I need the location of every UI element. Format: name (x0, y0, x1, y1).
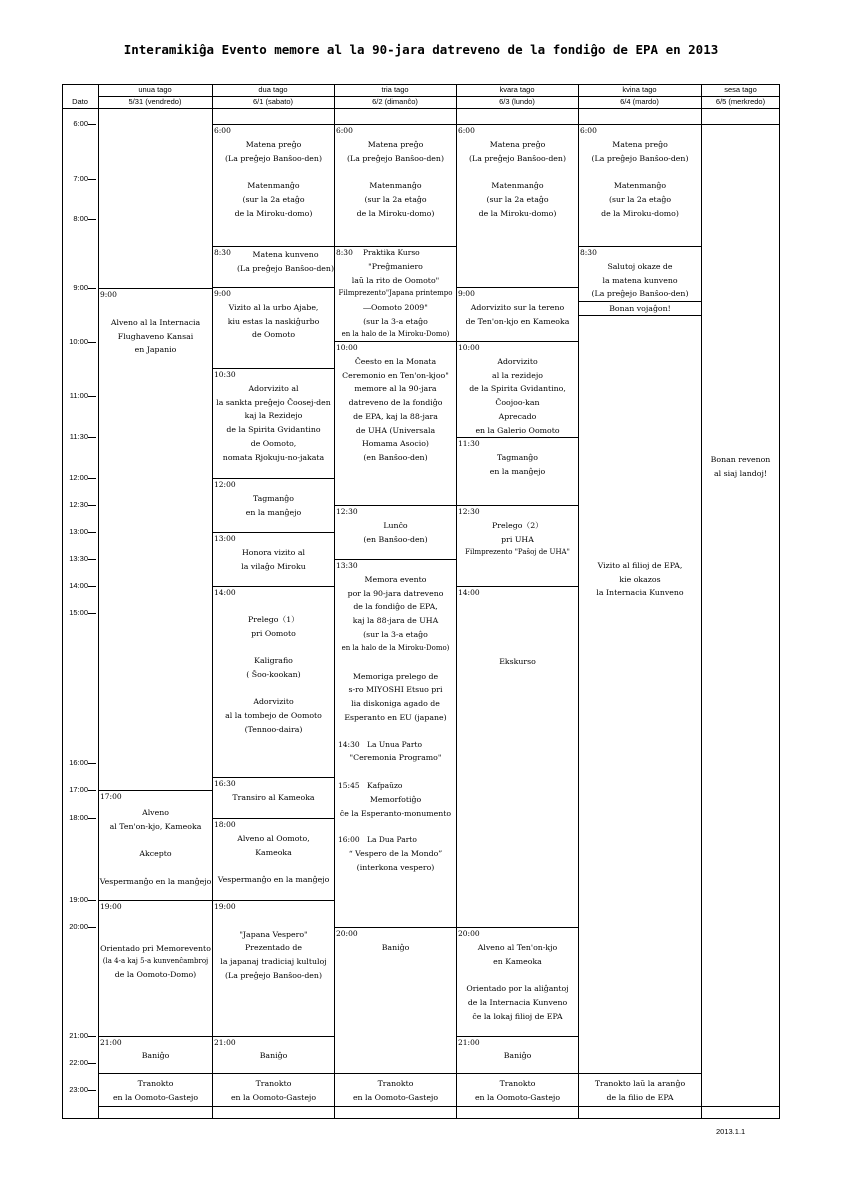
time-label: 12:30 (69, 500, 88, 509)
time-label: 19:00 (69, 895, 88, 904)
time-label: 22:00 (69, 1058, 88, 1067)
time-tick (88, 342, 96, 343)
time-label: 9:00 (73, 283, 88, 292)
time-label: 8:00 (73, 214, 88, 223)
day-2-name: dua tago (258, 85, 288, 94)
time-label: 18:00 (69, 813, 88, 822)
day-6-name: sesa tago (724, 85, 757, 94)
event-d5-morning: 6:00 Matena preĝo (La preĝejo Banŝoo-den) Matenmanĝo (sur la 2a etaĝo de la Miroku-domo) (578, 124, 702, 247)
time-tick (88, 586, 96, 587)
event-d5-visit-branches: Vizito al filioj de EPA, kie okazos la Internacia Kunveno (578, 315, 702, 1074)
event-d1-arrival-airport: 9:00 Alveno al la Internacia Flughaveno Kansai en Japanio (98, 288, 213, 791)
time-label: 21:00 (69, 1031, 88, 1040)
time-tick (88, 818, 96, 819)
event-d1-arrival-kameoka: 17:00 Alveno al Ten'on-kjo, Kameoka Akcepto Vespermanĝo en la manĝejo (98, 790, 213, 901)
event-d6-return: Bonan revenon al siaj landoj! (701, 124, 780, 1107)
time-tick (88, 179, 96, 180)
day-3-name: tria tago (381, 85, 409, 94)
event-d1-overnight: Tranokto en la Oomoto-Gastejo (98, 1073, 213, 1107)
day-4-name: kvara tago (499, 85, 535, 94)
time-label: 16:00 (69, 758, 88, 767)
time-label: 13:30 (69, 554, 88, 563)
time-tick (88, 559, 96, 560)
day-5-name: kvina tago (622, 85, 657, 94)
time-label: 20:00 (69, 922, 88, 931)
event-d2-visit-shrine: 10:30 Adorvizito al la sankta preĝejo Ĉoosej-den kaj la Rezidejo de la Spirita Gvidantino de Oomoto, nomata Rjokuju-no-jakata (212, 368, 335, 479)
time-tick (88, 763, 96, 764)
time-label: 6:00 (73, 119, 88, 128)
day-6-date: 6/5 (merkredo) (715, 97, 766, 106)
day-1-date: 5/31 (vendredo) (128, 97, 182, 106)
time-tick (88, 927, 96, 928)
time-tick (88, 1036, 96, 1037)
event-d1-bath: 21:00 Baniĝo (98, 1036, 213, 1074)
event-d2-bath: 21:00 Baniĝo (212, 1036, 335, 1074)
event-d3-morning: 6:00 Matena preĝo (La preĝejo Banŝoo-den) Matenmanĝo (sur la 2a etaĝo de la Miroku-domo) (334, 124, 457, 247)
event-d4-adorvizito-tereno: 9:00 Adorvizito sur la tereno de Ten'on-kjo en Kameoka (456, 287, 579, 342)
time-label: 17:00 (69, 785, 88, 794)
time-label: 12:00 (69, 473, 88, 482)
time-tick (88, 505, 96, 506)
event-d3-practical-course: 8:30 Praktika Kurso "Preĝmaniero laŭ la rito de Oomoto" Filmprezento"Japana printempo ―Oomoto 2009" (sur la 3-a etaĝo en la halo de la Miroku-Domo) (334, 246, 457, 342)
document-date: 2013.1.1 (716, 1127, 746, 1136)
event-d3-lunch: 12:30 Lunĉo (en Banŝoo-den) (334, 505, 457, 560)
event-d3-memorial: 13:30 Memora evento por la 90-jara datreveno de la fondiĝo de EPA, kaj la 88-jara de UHA (sur la 3-a etaĝo en la halo de la Miroku-Domo) Memoriga prelego de s-ro MIYOSHI Etsuo pri lia diskoniga agado de Esperanto en EU (japane) 14:30 La Unua Parto "Ceremonia Programo" 15:45 Kafpaŭzo Memorfotiĝo ĉe la Esperanto-monumento 16:00 La Dua Parto “ Vespero de la Mondo” (interkona vespero) (334, 559, 457, 928)
event-d2-transfer: 16:30 Transiro al Kameoka (212, 777, 335, 819)
time-label: 14:00 (69, 581, 88, 590)
event-d2-arrival-oomoto: 18:00 Alveno al Oomoto, Kameoka Vespermanĝo en la manĝejo (212, 818, 335, 901)
time-label: 15:00 (69, 608, 88, 617)
event-d4-lunch: 11:30 Tagmanĝo en la manĝejo (456, 437, 579, 506)
time-tick (88, 900, 96, 901)
time-tick (88, 478, 96, 479)
time-tick (88, 219, 96, 220)
event-d4-lecture-2: 12:30 Prelego（2） pri UHA Filmprezento "Paŝoj de UHA" (456, 505, 579, 587)
event-d3-overnight: Tranokto en la Oomoto-Gastejo (334, 1073, 457, 1107)
event-d2-miroku-village: 13:00 Honora vizito al la vilaĝo Miroku (212, 532, 335, 587)
event-d2-overnight: Tranokto en la Oomoto-Gastejo (212, 1073, 335, 1107)
event-d2-morning-meeting: 8:30 Matena kunveno (La preĝejo Banŝoo-den) (212, 246, 335, 288)
time-tick (88, 1063, 96, 1064)
time-tick (88, 613, 96, 614)
day-1-name: unua tago (138, 85, 172, 94)
time-label: 23:00 (69, 1085, 88, 1094)
date-label: Dato (72, 97, 88, 106)
event-d2-lunch: 12:00 Tagmanĝo en la manĝejo (212, 478, 335, 533)
time-label: 7:00 (73, 174, 88, 183)
time-label: 13:00 (69, 527, 88, 536)
event-d4-morning: 6:00 Matena preĝo (La preĝejo Banŝoo-den) Matenmanĝo (sur la 2a etaĝo de la Miroku-domo) (456, 124, 579, 288)
event-d5-greetings: 8:30 Salutoj okaze de la matena kunveno (La preĝejo Banŝoo-den) (578, 246, 702, 302)
time-tick (88, 396, 96, 397)
time-tick (88, 790, 96, 791)
day-3-date: 6/2 (dimanĉo) (372, 97, 418, 106)
event-d5-overnight: Tranokto laŭ la aranĝo de la filio de EPA (578, 1073, 702, 1107)
event-d3-bath: 20:00 Baniĝo (334, 927, 457, 1074)
event-d2-ajabe: 9:00 Vizito al la urbo Ajabe, kiu estas la naskiĝurbo de Oomoto (212, 287, 335, 369)
event-d4-overnight: Tranokto en la Oomoto-Gastejo (456, 1073, 579, 1107)
day-5-date: 6/4 (mardo) (620, 97, 659, 106)
event-d4-rezidejo: 10:00 Adorvizito al la rezidejo de la Spirita Gvidantino, Ĉoojoo-kan Aprecado en la Galerio Oomoto (456, 341, 579, 438)
event-d2-morning: 6:00 Matena preĝo (La preĝejo Banŝoo-den) Matenmanĝo (sur la 2a etaĝo de la Miroku-domo) (212, 124, 335, 247)
event-d4-bath: 21:00 Baniĝo (456, 1036, 579, 1074)
event-d5-farewell: Bonan vojaĝon! (578, 301, 702, 316)
page-title: Interamikiĝa Evento memore al la 90-jara datreveno de la fondiĝo de EPA en 2013 (123, 42, 719, 57)
day-2-date: 6/1 (sabato) (252, 97, 294, 106)
time-label: 10:00 (69, 337, 88, 346)
event-d3-ceremony: 10:00 Ĉeesto en la Monata Ceremonio en Ten'on-kjoo" memore al la 90-jara datreveno de la fondiĝo de EPA, kaj la 88-jara de UHA (Universala Homama Asocio) (en Banŝoo-den) (334, 341, 457, 506)
time-label: 11:30 (69, 432, 88, 441)
time-tick (88, 532, 96, 533)
event-d2-japanese-evening: 19:00 "Japana Vespero" Prezentado de la japanaj tradiciaj kultuloj (La preĝejo Banŝoo-den) (212, 900, 335, 1037)
day-4-date: 6/3 (lundo) (499, 97, 535, 106)
time-tick (88, 1090, 96, 1091)
time-tick (88, 288, 96, 289)
event-d1-orientation: 19:00 Orientado pri Memorevento (la 4-a kaj 5-a kunvenĉambroj de la Oomoto-Domo) (98, 900, 213, 1037)
event-d4-arrival-kameoka: 20:00 Alveno al Ten'on-kjo en Kameoka Orientado por la aliĝantoj de la Internacia Kunveno ĉe la lokaj filioj de EPA (456, 927, 579, 1037)
time-tick (88, 437, 96, 438)
time-label: 11:00 (69, 391, 88, 400)
event-d4-excursion: 14:00 Ekskurso (456, 586, 579, 928)
event-d2-lecture-1: 14:00 Prelego（1） pri Oomoto Kaligrafio ( Ŝoo-kookan) Adorvizito al la tombejo de Oomoto (Tennoo-daira) (212, 586, 335, 778)
time-tick (88, 124, 96, 125)
